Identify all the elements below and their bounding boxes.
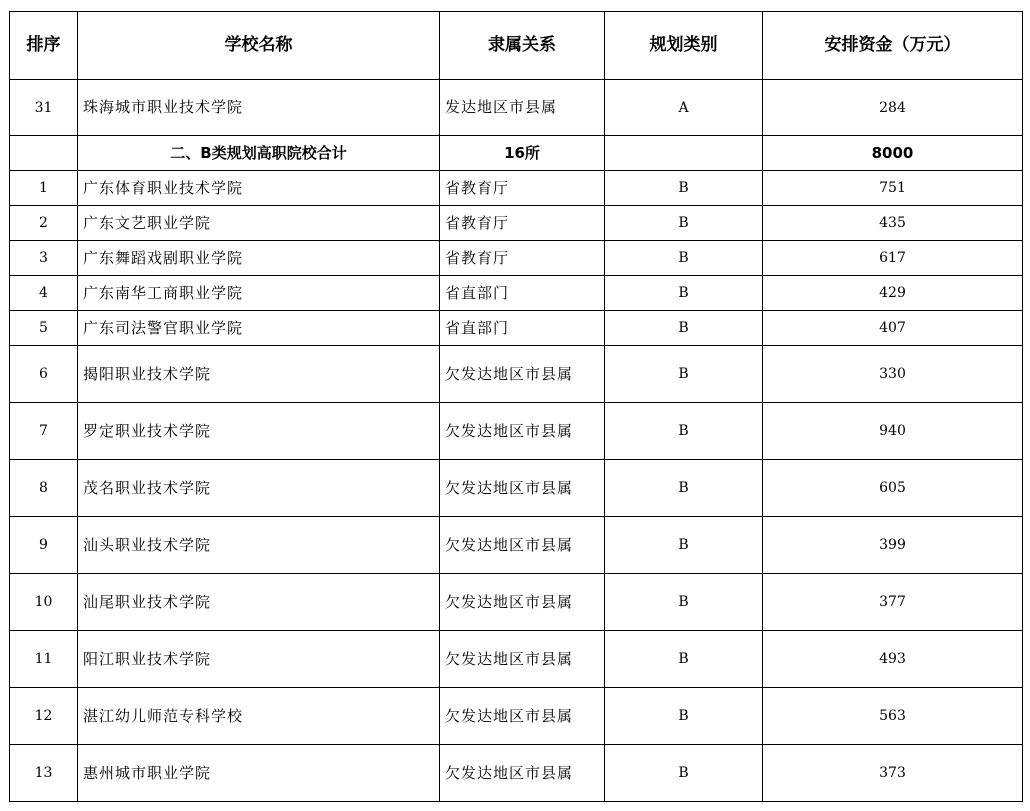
cell-funding: 407	[763, 311, 1023, 346]
cell-affiliation: 省教育厅	[440, 171, 605, 206]
cell-category: B	[605, 688, 763, 745]
table-row	[10, 745, 1023, 802]
cell-rank: 12	[10, 688, 78, 745]
cell-category: B	[605, 276, 763, 311]
subtotal-rank-empty	[10, 136, 78, 171]
cell-affiliation: 省直部门	[440, 276, 605, 311]
header-school: 学校名称	[78, 12, 440, 80]
cell-rank: 6	[10, 346, 78, 403]
cell-affiliation: 欠发达地区市县属	[440, 403, 605, 460]
table-row	[10, 80, 1023, 136]
cell-affiliation: 省教育厅	[440, 241, 605, 276]
cell-category: B	[605, 517, 763, 574]
cell-category: B	[605, 745, 763, 802]
cell-funding: 751	[763, 171, 1023, 206]
cell-rank: 31	[10, 80, 78, 136]
cell-affiliation: 发达地区市县属	[440, 80, 605, 136]
header-row	[10, 12, 1023, 80]
funding-table	[9, 11, 1023, 802]
cell-category: A	[605, 80, 763, 136]
cell-rank: 10	[10, 574, 78, 631]
cell-school: 湛江幼儿师范专科学校	[78, 688, 440, 745]
cell-category: B	[605, 574, 763, 631]
cell-category: B	[605, 403, 763, 460]
table-row	[10, 276, 1023, 311]
cell-rank: 13	[10, 745, 78, 802]
table-row	[10, 403, 1023, 460]
table-row	[10, 460, 1023, 517]
cell-affiliation: 欠发达地区市县属	[440, 517, 605, 574]
subtotal-label: 二、B类规划高职院校合计	[78, 136, 440, 171]
cell-school: 广东体育职业技术学院	[78, 171, 440, 206]
cell-category: B	[605, 631, 763, 688]
cell-school: 惠州城市职业学院	[78, 745, 440, 802]
cell-funding: 563	[763, 688, 1023, 745]
table-row	[10, 517, 1023, 574]
header-category: 规划类别	[605, 12, 763, 80]
header-rank: 排序	[10, 12, 78, 80]
cell-funding: 605	[763, 460, 1023, 517]
cell-affiliation: 欠发达地区市县属	[440, 631, 605, 688]
cell-rank: 5	[10, 311, 78, 346]
cell-rank: 11	[10, 631, 78, 688]
table-row	[10, 206, 1023, 241]
cell-funding: 617	[763, 241, 1023, 276]
cell-school: 广东舞蹈戏剧职业学院	[78, 241, 440, 276]
cell-funding: 435	[763, 206, 1023, 241]
table-row	[10, 631, 1023, 688]
cell-rank: 1	[10, 171, 78, 206]
table-row	[10, 171, 1023, 206]
cell-category: B	[605, 346, 763, 403]
table-row	[10, 241, 1023, 276]
cell-affiliation: 欠发达地区市县属	[440, 745, 605, 802]
header-funding: 安排资金（万元）	[763, 12, 1023, 80]
cell-school: 广东文艺职业学院	[78, 206, 440, 241]
cell-funding: 493	[763, 631, 1023, 688]
cell-affiliation: 省直部门	[440, 311, 605, 346]
cell-rank: 8	[10, 460, 78, 517]
cell-funding: 373	[763, 745, 1023, 802]
cell-funding: 330	[763, 346, 1023, 403]
cell-category: B	[605, 206, 763, 241]
cell-affiliation: 欠发达地区市县属	[440, 574, 605, 631]
cell-school: 汕头职业技术学院	[78, 517, 440, 574]
cell-funding: 429	[763, 276, 1023, 311]
table-row	[10, 311, 1023, 346]
cell-affiliation: 欠发达地区市县属	[440, 688, 605, 745]
cell-funding: 940	[763, 403, 1023, 460]
cell-affiliation: 欠发达地区市县属	[440, 460, 605, 517]
cell-school: 阳江职业技术学院	[78, 631, 440, 688]
cell-school: 揭阳职业技术学院	[78, 346, 440, 403]
subtotal-row	[10, 136, 1023, 171]
cell-rank: 9	[10, 517, 78, 574]
table-row	[10, 688, 1023, 745]
table-row	[10, 574, 1023, 631]
cell-rank: 2	[10, 206, 78, 241]
cell-school: 广东南华工商职业学院	[78, 276, 440, 311]
cell-funding: 284	[763, 80, 1023, 136]
cell-school: 广东司法警官职业学院	[78, 311, 440, 346]
cell-category: B	[605, 311, 763, 346]
cell-category: B	[605, 241, 763, 276]
subtotal-category-empty	[605, 136, 763, 171]
cell-affiliation: 欠发达地区市县属	[440, 346, 605, 403]
cell-rank: 7	[10, 403, 78, 460]
cell-category: B	[605, 460, 763, 517]
cell-rank: 4	[10, 276, 78, 311]
cell-school: 罗定职业技术学院	[78, 403, 440, 460]
subtotal-count: 16所	[440, 136, 605, 171]
subtotal-funding: 8000	[763, 136, 1023, 171]
table-row	[10, 346, 1023, 403]
header-affiliation: 隶属关系	[440, 12, 605, 80]
cell-funding: 377	[763, 574, 1023, 631]
cell-school: 茂名职业技术学院	[78, 460, 440, 517]
cell-school: 汕尾职业技术学院	[78, 574, 440, 631]
cell-affiliation: 省教育厅	[440, 206, 605, 241]
cell-funding: 399	[763, 517, 1023, 574]
cell-rank: 3	[10, 241, 78, 276]
cell-category: B	[605, 171, 763, 206]
cell-school: 珠海城市职业技术学院	[78, 80, 440, 136]
